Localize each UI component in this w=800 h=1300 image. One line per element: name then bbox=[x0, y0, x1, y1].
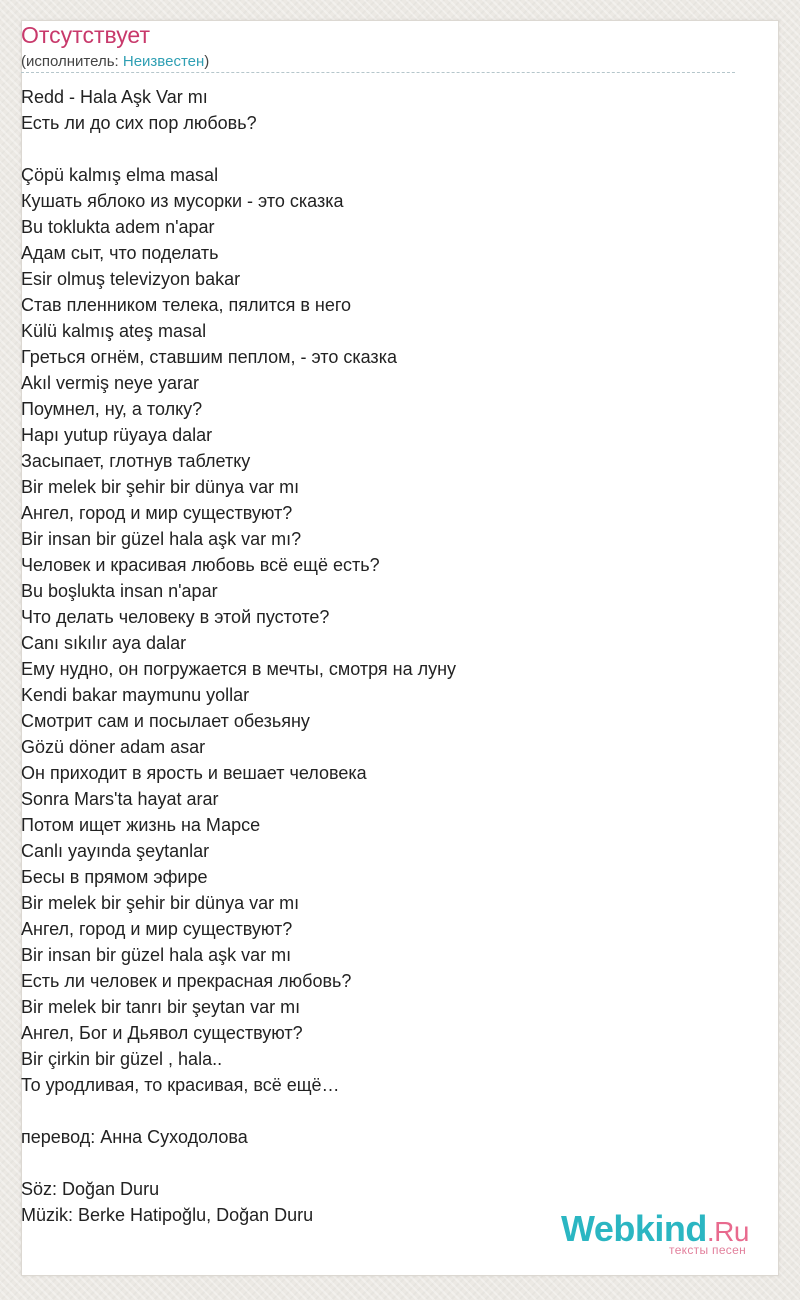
song-title: Отсутствует bbox=[21, 22, 150, 48]
logo-tld: .Ru bbox=[706, 1216, 749, 1247]
lyrics-line: Bu boşlukta insan n'apar bbox=[21, 581, 218, 601]
lyrics-line: Поумнел, ну, а толку? bbox=[21, 399, 203, 419]
lyrics-line: Müzik: Berke Hatipoğlu, Doğan Duru bbox=[21, 1205, 314, 1225]
lyrics-line: Бесы в прямом эфире bbox=[21, 867, 208, 887]
lyrics-line: Человек и красивая любовь всё ещё есть? bbox=[21, 555, 380, 575]
lyrics-line: Hapı yutup rüyaya dalar bbox=[21, 425, 213, 445]
lyrics-line: Sonra Mars'ta hayat arar bbox=[21, 789, 219, 809]
lyrics-line: Bir çirkin bir güzel , hala.. bbox=[21, 1049, 223, 1069]
lyrics-line: Адам сыт, что поделать bbox=[21, 243, 219, 263]
lyrics-line: Kendi bakar maymunu yollar bbox=[21, 685, 250, 705]
lyrics-line: Став пленником телека, пялится в него bbox=[21, 295, 352, 315]
lyrics-line: Засыпает, глотнув таблетку bbox=[21, 451, 251, 471]
lyrics-line: Bir melek bir tanrı bir şeytan var mı bbox=[21, 997, 301, 1017]
lyrics-line: Canlı yayında şeytanlar bbox=[21, 841, 210, 861]
lyrics-blank-line bbox=[21, 1098, 731, 1124]
lyrics-line: Ангел, город и мир существуют? bbox=[21, 503, 293, 523]
artist-line bbox=[21, 53, 209, 70]
lyrics-line: То уродливая, то красивая, всё ещё… bbox=[21, 1075, 340, 1095]
lyrics-line: Bir insan bir güzel hala aşk var mı bbox=[21, 945, 292, 965]
lyrics-line: Ангел, Бог и Дьявол существуют? bbox=[21, 1023, 303, 1043]
lyrics-blank-line bbox=[21, 1150, 731, 1176]
lyrics-line: Греться огнём, ставшим пеплом, - это сказка bbox=[21, 347, 397, 367]
lyrics-line: Bir insan bir güzel hala aşk var mı? bbox=[21, 529, 302, 549]
lyrics-line: Çöpü kalmış elma masal bbox=[21, 165, 219, 185]
logo-name: Webkind bbox=[561, 1208, 707, 1249]
lyrics-blank-line bbox=[21, 136, 731, 162]
lyrics-line: Esir olmuş televizyon bakar bbox=[21, 269, 241, 289]
lyrics-line: Ему нудно, он погружается в мечты, смотря на луну bbox=[21, 659, 457, 679]
lyrics-line: Söz: Doğan Duru bbox=[21, 1179, 160, 1199]
lyrics-list bbox=[21, 84, 731, 1228]
lyrics-line: Смотрит сам и посылает обезьяну bbox=[21, 711, 310, 731]
lyrics-line: Он приходит в ярость и вешает человека bbox=[21, 763, 367, 783]
lyrics-line: Akıl vermiş neye yarar bbox=[21, 373, 200, 393]
logo-tagline: тексты песен bbox=[669, 1243, 746, 1257]
lyrics-line: Canı sıkılır aya dalar bbox=[21, 633, 187, 653]
lyrics-line: Redd - Hala Aşk Var mı bbox=[21, 87, 208, 107]
lyrics-line: Bir melek bir şehir bir dünya var mı bbox=[21, 893, 300, 913]
site-logo[interactable] bbox=[561, 1209, 756, 1259]
lyrics-line: Есть ли человек и прекрасная любовь? bbox=[21, 971, 352, 991]
lyrics-line: Есть ли до сих пор любовь? bbox=[21, 113, 257, 133]
lyrics-line: перевод: Анна Суходолова bbox=[21, 1127, 248, 1147]
artist-link[interactable]: Неизвестен bbox=[122, 53, 205, 70]
lyrics-line: Потом ищет жизнь на Марсе bbox=[21, 815, 261, 835]
header-divider bbox=[21, 72, 735, 73]
lyrics-line: Что делать человеку в этой пустоте? bbox=[21, 607, 330, 627]
lyrics-line: Bu toklukta adem n'apar bbox=[21, 217, 215, 237]
lyrics-line: Bir melek bir şehir bir dünya var mı bbox=[21, 477, 300, 497]
lyrics-line: Ангел, город и мир существуют? bbox=[21, 919, 293, 939]
lyrics-line: Gözü döner adam asar bbox=[21, 737, 206, 757]
lyrics-line: Külü kalmış ateş masal bbox=[21, 321, 207, 341]
artist-suffix: ) bbox=[204, 53, 210, 70]
lyrics-line: Кушать яблоко из мусорки - это сказка bbox=[21, 191, 344, 211]
artist-prefix: (исполнитель: bbox=[21, 53, 123, 70]
